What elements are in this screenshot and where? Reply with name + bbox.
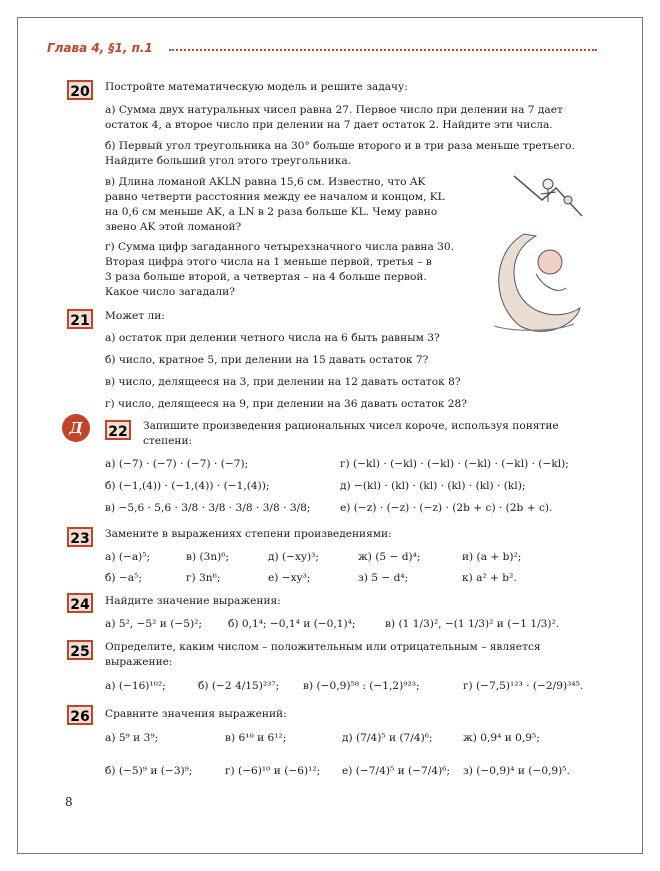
task-23-item: б) −a⁵; bbox=[105, 572, 142, 584]
task-20-b-line2: Найдите больший угол этого треугольника. bbox=[105, 155, 352, 167]
task-25-b: б) (−2 4/15)²³⁷; bbox=[198, 680, 280, 692]
task-23-item: з) 5 − d⁴; bbox=[358, 572, 409, 584]
task-21-b: б) число, кратное 5, при делении на 15 давать остаток 7? bbox=[105, 354, 429, 366]
task-24-a: а) 5², −5² и (−5)²; bbox=[105, 618, 202, 630]
task-21-d: г) число, делящееся на 9, при делении на 36 давать остаток 28? bbox=[105, 398, 467, 410]
task-20-c-line2: равно четверти расстояния между ее началом и концом, KL bbox=[105, 191, 445, 203]
task-number-22: 22 bbox=[105, 420, 131, 440]
task-number-26: 26 bbox=[67, 705, 93, 725]
task-number-25: 25 bbox=[67, 640, 93, 660]
task-26-item: г) (−6)¹⁰ и (−6)¹²; bbox=[225, 765, 321, 777]
task-26-item: в) 6¹⁰ и 6¹²; bbox=[225, 732, 287, 744]
task-22-g: г) (−kl) · (−kl) · (−kl) · (−kl) · (−kl) · (−kl); bbox=[340, 458, 569, 470]
task-20-a-line1: а) Сумма двух натуральных чисел равна 27. Первое число при делении на 7 дает bbox=[105, 104, 563, 116]
task-23-item: а) (−a)⁵; bbox=[105, 551, 151, 563]
task-26-item: д) (7/4)⁵ и (7/4)⁶; bbox=[342, 732, 433, 744]
task-20-c-line1: в) Длина ломаной AKLN равна 15,6 см. Известно, что AK bbox=[105, 176, 426, 188]
task-26-title: Сравните значения выражений: bbox=[105, 708, 287, 720]
task-22-line1: Запишите произведения рациональных чисел короче, используя понятие bbox=[143, 420, 559, 432]
task-22-a: а) (−7) · (−7) · (−7) · (−7); bbox=[105, 458, 249, 470]
task-26-item: а) 5⁹ и 3⁹; bbox=[105, 732, 159, 744]
task-21-c: в) число, делящееся на 3, при делении на 12 давать остаток 8? bbox=[105, 376, 461, 388]
task-20-d-line3: 3 раза больше второй, а четвертая – на 4 больше первой. bbox=[105, 271, 427, 283]
task-23-item: к) a² + b². bbox=[462, 572, 517, 584]
task-23-title: Замените в выражениях степени произведениями: bbox=[105, 528, 392, 540]
task-20-c-line3: на 0,6 см меньше AK, а LN в 2 раза больше KL. Чему равно bbox=[105, 206, 438, 218]
header-rule bbox=[169, 49, 597, 51]
task-22-d: д) −(kl) · (kl) · (kl) · (kl) · (kl) · (kl); bbox=[340, 480, 526, 492]
task-23-item: в) (3n)⁶; bbox=[186, 551, 230, 563]
page-number: 8 bbox=[65, 795, 73, 809]
task-20-d-line4: Какое число загадали? bbox=[105, 286, 235, 298]
task-24-b: б) 0,1⁴; −0,1⁴ и (−0,1)⁴; bbox=[228, 618, 356, 630]
task-26-item: з) (−0,9)⁴ и (−0,9)⁵. bbox=[463, 765, 570, 777]
task-24-title: Найдите значение выражения: bbox=[105, 595, 281, 607]
task-number-24: 24 bbox=[67, 593, 93, 613]
task-20-d-line1: г) Сумма цифр загаданного четырехзначного числа равна 30. bbox=[105, 241, 455, 253]
task-number-20: 20 bbox=[67, 80, 93, 100]
task-26-item: е) (−7/4)⁵ и (−7/4)⁶; bbox=[342, 765, 451, 777]
task-20-title: Постройте математическую модель и решите задачу: bbox=[105, 81, 408, 93]
task-20-a-line2: остаток 4, а второе число при делении на 7 дает остаток 2. Найдите эти числа. bbox=[105, 119, 553, 131]
task-23-item: г) 3n⁶; bbox=[186, 572, 221, 584]
task-25-line1: Определите, каким числом – положительным или отрицательным – является bbox=[105, 641, 541, 653]
task-20-b-line1: б) Первый угол треугольника на 30° больше второго и в три раза меньше третьего. bbox=[105, 140, 575, 152]
task-23-item: е) −xy³; bbox=[268, 572, 311, 584]
task-22-e: е) (−z) · (−z) · (−z) · (2b + c) · (2b + c). bbox=[340, 502, 553, 514]
task-25-line2: выражение: bbox=[105, 656, 173, 668]
task-25-d: г) (−7,5)¹²³ · (−2/9)³⁴⁵. bbox=[463, 680, 584, 692]
task-22-line2: степени: bbox=[143, 435, 193, 447]
homework-badge-icon: Д bbox=[62, 414, 90, 442]
task-23-item: и) (a + b)²; bbox=[462, 551, 522, 563]
task-20-d-line2: Вторая цифра этого числа на 1 меньше первой, третья – в bbox=[105, 256, 432, 268]
task-23-item: ж) (5 − d)⁴; bbox=[358, 551, 421, 563]
task-24-c: в) (1 1/3)², −(1 1/3)² и (−1 1/3)². bbox=[385, 618, 560, 630]
task-20-c-line4: звено AK этой ломаной? bbox=[105, 221, 242, 233]
task-23-item: д) (−xy)³; bbox=[268, 551, 319, 563]
moon-character-illustration bbox=[484, 228, 584, 340]
task-22-b: б) (−1,(4)) · (−1,(4)) · (−1,(4)); bbox=[105, 480, 270, 492]
task-21-title: Может ли: bbox=[105, 310, 165, 322]
chapter-header bbox=[47, 37, 597, 53]
task-26-item: б) (−5)⁹ и (−3)⁹; bbox=[105, 765, 193, 777]
task-number-23: 23 bbox=[67, 527, 93, 547]
task-25-a: а) (−16)¹⁰²; bbox=[105, 680, 166, 692]
task-26-item: ж) 0,9⁴ и 0,9⁵; bbox=[463, 732, 540, 744]
chapter-title: Глава 4, §1, п.1 bbox=[47, 41, 153, 55]
broken-line-climber-illustration bbox=[508, 170, 588, 225]
task-25-c: в) (−0,9)⁵⁸ : (−1,2)⁹²³; bbox=[303, 680, 420, 692]
task-number-21: 21 bbox=[67, 309, 93, 329]
task-22-c: в) −5,6 · 5,6 · 3/8 · 3/8 · 3/8 · 3/8 · 3/8; bbox=[105, 502, 311, 514]
task-21-a: а) остаток при делении четного числа на 6 быть равным 3? bbox=[105, 332, 440, 344]
